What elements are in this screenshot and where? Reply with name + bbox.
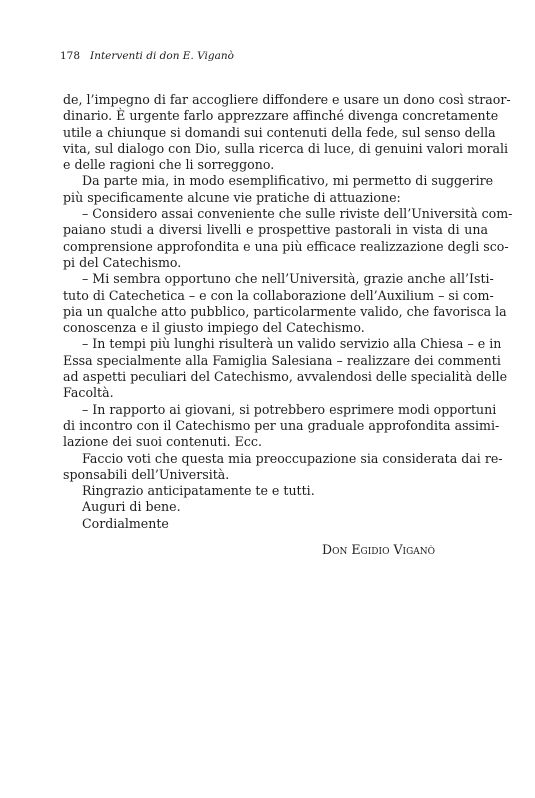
text-line: ad aspetti peculiari del Catechismo, avvalendosi delle specialità delle: [63, 369, 508, 385]
text-line: comprensione approfondita e una più efficace realizzazione degli sco-: [63, 238, 509, 254]
text-line: Facoltà.: [63, 385, 114, 401]
text-line: – In tempi più lunghi risulterà un valido servizio alla Chiesa – e in: [82, 336, 502, 352]
text-line: sponsabili dell’Università.: [63, 466, 230, 482]
text-line: più specificamente alcune vie pratiche di attuazione:: [63, 189, 401, 205]
text-line: pia un qualche atto pubblico, particolarmente valido, che favorisca la: [63, 303, 507, 319]
text-line: – Mi sembra opportuno che nell’Università, grazie anche all’Isti-: [82, 271, 494, 287]
body-text: [63, 92, 513, 532]
text-line: di incontro con il Catechismo per una graduale approfondita assimi-: [63, 417, 500, 433]
running-header: [60, 50, 234, 62]
page-number: 178: [60, 50, 81, 62]
text-line: de, l’impegno di far accogliere diffondere e usare un dono così straor-: [63, 92, 511, 107]
running-title: Interventi di don E. Viganò: [90, 50, 234, 62]
text-line: Ringrazio anticipatamente te e tutti.: [82, 483, 315, 499]
text-line: vita, sul dialogo con Dio, sulla ricerca di luce, di genuini valori morali: [63, 140, 509, 156]
text-line: Da parte mia, in modo esemplificativo, mi permetto di suggerire: [82, 173, 494, 189]
text-line: Cordialmente: [82, 515, 169, 531]
text-line: pi del Catechismo.: [63, 254, 182, 270]
text-line: utile a chiunque si domandi sui contenuti della fede, sul senso della: [63, 124, 496, 140]
text-line: lazione dei suoi contenuti. Ecc.: [63, 434, 262, 450]
text-line: conoscenza e il giusto impiego del Catechismo.: [63, 320, 365, 336]
text-line: Auguri di bene.: [82, 499, 181, 515]
text-line: e delle ragioni che li sorreggono.: [63, 157, 275, 173]
text-line: paiano studi a diversi livelli e prospettive pastorali in vista di una: [63, 222, 488, 238]
text-line: Faccio voti che questa mia preoccupazione sia considerata dai re-: [82, 450, 503, 466]
text-line: – Considero assai conveniente che sulle riviste dell’Università com-: [82, 206, 513, 222]
text-line: tuto di Catechetica – e con la collaborazione dell’Auxilium – si com-: [63, 287, 494, 303]
text-line: Essa specialmente alla Famiglia Salesiana – realizzare dei commenti: [63, 352, 501, 368]
text-line: dinario. È urgente farlo apprezzare affinché divenga concretamente: [63, 108, 499, 124]
text-line: – In rapporto ai giovani, si potrebbero esprimere modi opportuni: [82, 401, 497, 417]
signature: Don Egidio Viganò: [322, 542, 436, 557]
